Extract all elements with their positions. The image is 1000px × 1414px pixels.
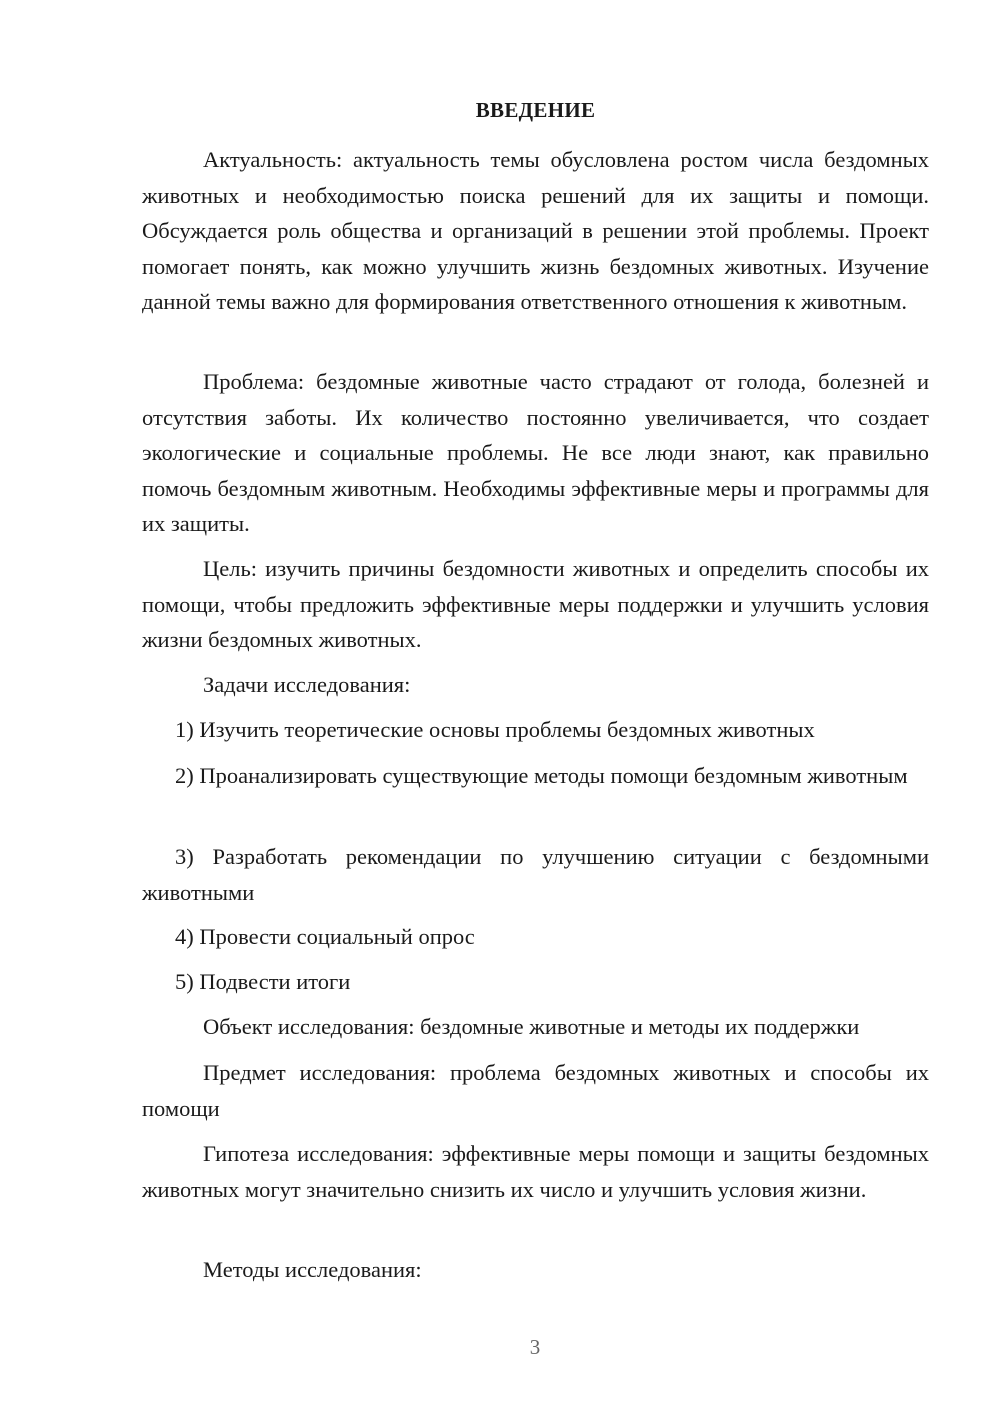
relevance-paragraph: Актуальность: актуальность темы обусловлена ростом числа бездомных животных и необходимостью поиска решений для их защиты и помощи. Обсуждается роль общества и организаций в решении этой проблемы. Проект помогает понять, как можно улучшить жизнь бездомных животных. Изучение данной темы важно для формирования ответственного отношения к животным. [142,147,929,314]
page-number: 3 [529,1335,541,1359]
hypothesis-paragraph: Гипотеза исследования: эффективные меры помощи и защиты бездомных животных могут значительно снизить их число и улучшить условия жизни. [142,1141,929,1202]
task-item-4: 4) Провести социальный опрос [175,924,475,949]
problem-paragraph: Проблема: бездомные животные часто страдают от голода, болезней и отсутствия заботы. Их количество постоянно увеличивается, что создает экологические и социальные проблемы. Не все люди знают, как правильно помочь бездомным животным. Необходимы эффективные меры и программы для их защиты. [142,369,929,536]
task-item-3: 3) Разработать рекомендации по улучшению ситуации с бездомными животными [142,844,929,905]
object-paragraph: Объект исследования: бездомные животные и методы их поддержки [203,1014,860,1039]
task-item-1: 1) Изучить теоретические основы проблемы бездомных животных [175,717,815,742]
page-title: ВВЕДЕНИЕ [475,98,596,122]
goal-paragraph: Цель: изучить причины бездомности животных и определить способы их помощи, чтобы предложить эффективные меры поддержки и улучшить условия жизни бездомных животных. [142,556,929,652]
methods-heading: Методы исследования: [203,1257,422,1282]
task-item-2: 2) Проанализировать существующие методы помощи бездомным животным [175,763,908,788]
subject-paragraph: Предмет исследования: проблема бездомных животных и способы их помощи [142,1060,929,1121]
task-item-5: 5) Подвести итоги [175,969,351,994]
tasks-heading: Задачи исследования: [203,672,411,697]
